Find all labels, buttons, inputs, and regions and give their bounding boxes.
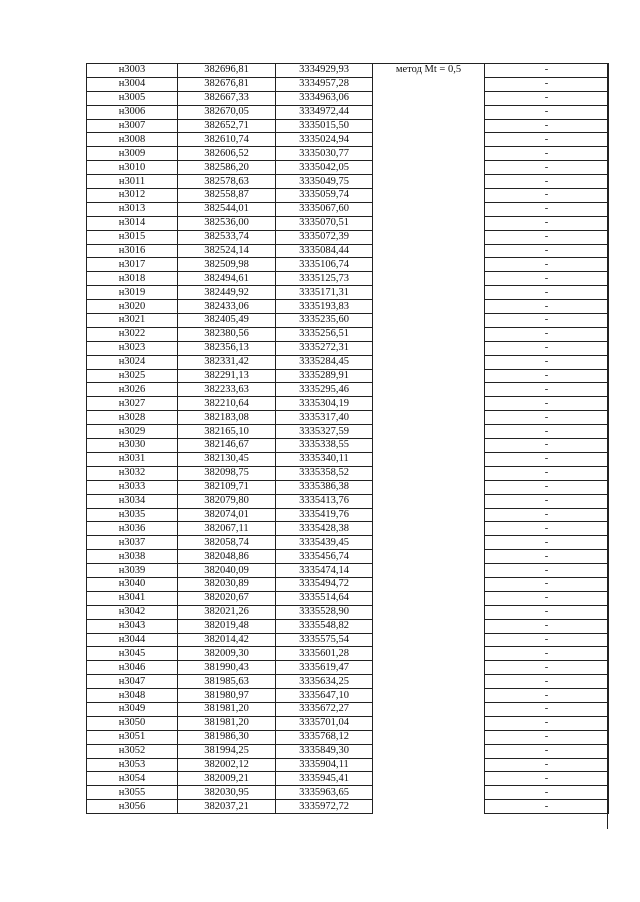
point-name-cell: н3012: [87, 189, 178, 203]
x-coordinate-cell: 382536,00: [178, 216, 276, 230]
point-name-cell: н3005: [87, 91, 178, 105]
y-coordinate-cell: 3335474,14: [276, 564, 373, 578]
x-coordinate-cell: 381980,97: [178, 689, 276, 703]
y-coordinate-cell: 3335284,45: [276, 355, 373, 369]
x-coordinate-cell: 382696,81: [178, 64, 276, 78]
x-coordinate-cell: 382165,10: [178, 425, 276, 439]
point-name-cell: н3011: [87, 175, 178, 189]
point-name-cell: н3015: [87, 230, 178, 244]
description-cell: -: [485, 466, 609, 480]
x-coordinate-cell: 382074,01: [178, 508, 276, 522]
method-cell: метод Mt = 0,5: [373, 64, 485, 814]
description-cell: -: [485, 425, 609, 439]
point-name-cell: н3056: [87, 800, 178, 814]
y-coordinate-cell: 3335289,91: [276, 369, 373, 383]
point-name-cell: н3025: [87, 369, 178, 383]
table-row: [87, 355, 609, 369]
y-coordinate-cell: 3335340,11: [276, 452, 373, 466]
description-cell: -: [485, 702, 609, 716]
x-coordinate-cell: 381981,20: [178, 702, 276, 716]
table-row: [87, 689, 609, 703]
x-coordinate-cell: 381985,63: [178, 675, 276, 689]
point-name-cell: н3038: [87, 550, 178, 564]
point-name-cell: н3040: [87, 577, 178, 591]
description-cell: -: [485, 189, 609, 203]
y-coordinate-cell: 3335256,51: [276, 327, 373, 341]
x-coordinate-cell: 382558,87: [178, 189, 276, 203]
x-coordinate-cell: 382233,63: [178, 383, 276, 397]
x-coordinate-cell: 382183,08: [178, 411, 276, 425]
x-coordinate-cell: 382291,13: [178, 369, 276, 383]
point-name-cell: н3031: [87, 452, 178, 466]
description-cell: -: [485, 605, 609, 619]
description-cell: -: [485, 480, 609, 494]
y-coordinate-cell: 3335619,47: [276, 661, 373, 675]
point-name-cell: н3033: [87, 480, 178, 494]
x-coordinate-cell: 382020,67: [178, 591, 276, 605]
point-name-cell: н3043: [87, 619, 178, 633]
x-coordinate-cell: 382586,20: [178, 161, 276, 175]
y-coordinate-cell: 3335514,64: [276, 591, 373, 605]
point-name-cell: н3054: [87, 772, 178, 786]
x-coordinate-cell: 382067,11: [178, 522, 276, 536]
x-coordinate-cell: 382578,63: [178, 175, 276, 189]
y-coordinate-cell: 3335030,77: [276, 147, 373, 161]
x-coordinate-cell: 381981,20: [178, 716, 276, 730]
point-name-cell: н3003: [87, 64, 178, 78]
table-row: [87, 744, 609, 758]
table-row: [87, 633, 609, 647]
description-cell: -: [485, 77, 609, 91]
point-name-cell: н3024: [87, 355, 178, 369]
description-cell: -: [485, 119, 609, 133]
y-coordinate-cell: 3335072,39: [276, 230, 373, 244]
y-coordinate-cell: 3335849,30: [276, 744, 373, 758]
description-cell: -: [485, 522, 609, 536]
point-name-cell: н3044: [87, 633, 178, 647]
table-row: [87, 175, 609, 189]
point-name-cell: н3007: [87, 119, 178, 133]
x-coordinate-cell: 381990,43: [178, 661, 276, 675]
point-name-cell: н3023: [87, 341, 178, 355]
table-row: [87, 716, 609, 730]
table-row: [87, 522, 609, 536]
description-cell: -: [485, 258, 609, 272]
table-row: [87, 244, 609, 258]
x-coordinate-cell: 382146,67: [178, 439, 276, 453]
description-cell: -: [485, 147, 609, 161]
table-row: [87, 772, 609, 786]
point-name-cell: н3008: [87, 133, 178, 147]
description-cell: -: [485, 286, 609, 300]
point-name-cell: н3026: [87, 383, 178, 397]
x-coordinate-cell: 382667,33: [178, 91, 276, 105]
y-coordinate-cell: 3335419,76: [276, 508, 373, 522]
description-cell: -: [485, 800, 609, 814]
table-row: [87, 675, 609, 689]
x-coordinate-cell: 382524,14: [178, 244, 276, 258]
point-name-cell: н3017: [87, 258, 178, 272]
x-coordinate-cell: 382109,71: [178, 480, 276, 494]
table-row: [87, 272, 609, 286]
y-coordinate-cell: 3335672,27: [276, 702, 373, 716]
table-row: [87, 591, 609, 605]
y-coordinate-cell: 3335070,51: [276, 216, 373, 230]
y-coordinate-cell: 3335327,59: [276, 425, 373, 439]
point-name-cell: н3051: [87, 730, 178, 744]
y-coordinate-cell: 3335295,46: [276, 383, 373, 397]
description-cell: -: [485, 758, 609, 772]
x-coordinate-cell: 382652,71: [178, 119, 276, 133]
y-coordinate-cell: 3335494,72: [276, 577, 373, 591]
x-coordinate-cell: 382676,81: [178, 77, 276, 91]
y-coordinate-cell: 3335439,45: [276, 536, 373, 550]
description-cell: -: [485, 786, 609, 800]
y-coordinate-cell: 3335634,25: [276, 675, 373, 689]
y-coordinate-cell: 3335601,28: [276, 647, 373, 661]
y-coordinate-cell: 3335904,11: [276, 758, 373, 772]
point-name-cell: н3053: [87, 758, 178, 772]
y-coordinate-cell: 3334963,06: [276, 91, 373, 105]
y-coordinate-cell: 3334929,93: [276, 64, 373, 78]
table-row: [87, 383, 609, 397]
table-row: [87, 161, 609, 175]
description-cell: -: [485, 355, 609, 369]
description-cell: -: [485, 161, 609, 175]
description-cell: -: [485, 494, 609, 508]
description-cell: -: [485, 536, 609, 550]
table-row: [87, 800, 609, 814]
description-cell: -: [485, 661, 609, 675]
description-cell: -: [485, 550, 609, 564]
x-coordinate-cell: 382433,06: [178, 300, 276, 314]
point-name-cell: н3032: [87, 466, 178, 480]
description-cell: -: [485, 675, 609, 689]
table-row: [87, 564, 609, 578]
point-name-cell: н3037: [87, 536, 178, 550]
description-cell: -: [485, 633, 609, 647]
y-coordinate-cell: 3335193,83: [276, 300, 373, 314]
point-name-cell: н3030: [87, 439, 178, 453]
table-row: [87, 216, 609, 230]
x-coordinate-cell: 382405,49: [178, 314, 276, 328]
table-row: [87, 300, 609, 314]
description-cell: -: [485, 452, 609, 466]
x-coordinate-cell: 382019,48: [178, 619, 276, 633]
description-cell: -: [485, 564, 609, 578]
table-row: [87, 147, 609, 161]
description-cell: -: [485, 591, 609, 605]
description-cell: -: [485, 383, 609, 397]
point-name-cell: н3047: [87, 675, 178, 689]
x-coordinate-cell: 382356,13: [178, 341, 276, 355]
x-coordinate-cell: 382030,89: [178, 577, 276, 591]
description-cell: -: [485, 411, 609, 425]
point-name-cell: н3046: [87, 661, 178, 675]
point-name-cell: н3029: [87, 425, 178, 439]
description-cell: -: [485, 369, 609, 383]
table-row: [87, 536, 609, 550]
y-coordinate-cell: 3335338,55: [276, 439, 373, 453]
table-row: [87, 341, 609, 355]
table-row: [87, 466, 609, 480]
point-name-cell: н3045: [87, 647, 178, 661]
point-name-cell: н3050: [87, 716, 178, 730]
table-row: [87, 64, 609, 78]
description-cell: -: [485, 730, 609, 744]
y-coordinate-cell: 3334972,44: [276, 105, 373, 119]
point-name-cell: н3022: [87, 327, 178, 341]
x-coordinate-cell: 382509,98: [178, 258, 276, 272]
x-coordinate-cell: 382380,56: [178, 327, 276, 341]
table-row: [87, 730, 609, 744]
description-cell: -: [485, 772, 609, 786]
y-coordinate-cell: 3335235,60: [276, 314, 373, 328]
description-cell: -: [485, 439, 609, 453]
y-coordinate-cell: 3335972,72: [276, 800, 373, 814]
x-coordinate-cell: 382030,95: [178, 786, 276, 800]
y-coordinate-cell: 3335575,54: [276, 633, 373, 647]
point-name-cell: н3041: [87, 591, 178, 605]
point-name-cell: н3049: [87, 702, 178, 716]
description-cell: -: [485, 689, 609, 703]
y-coordinate-cell: 3335963,65: [276, 786, 373, 800]
x-coordinate-cell: 382449,92: [178, 286, 276, 300]
x-coordinate-cell: 382079,80: [178, 494, 276, 508]
table-row: [87, 133, 609, 147]
description-cell: -: [485, 397, 609, 411]
y-coordinate-cell: 3335701,04: [276, 716, 373, 730]
table-row: [87, 286, 609, 300]
table-row: [87, 411, 609, 425]
y-coordinate-cell: 3335456,74: [276, 550, 373, 564]
y-coordinate-cell: 3335945,41: [276, 772, 373, 786]
point-name-cell: н3018: [87, 272, 178, 286]
y-coordinate-cell: 3335171,31: [276, 286, 373, 300]
x-coordinate-cell: 382494,61: [178, 272, 276, 286]
x-coordinate-cell: 382533,74: [178, 230, 276, 244]
y-coordinate-cell: 3335358,52: [276, 466, 373, 480]
table-row: [87, 508, 609, 522]
description-cell: -: [485, 577, 609, 591]
table-row: [87, 77, 609, 91]
coordinates-table-body: [87, 64, 609, 814]
x-coordinate-cell: 382048,86: [178, 550, 276, 564]
y-coordinate-cell: 3335413,76: [276, 494, 373, 508]
x-coordinate-cell: 382009,30: [178, 647, 276, 661]
table-row: [87, 258, 609, 272]
description-cell: -: [485, 216, 609, 230]
table-row: [87, 202, 609, 216]
point-name-cell: н3009: [87, 147, 178, 161]
table-row: [87, 786, 609, 800]
y-coordinate-cell: 3335059,74: [276, 189, 373, 203]
x-coordinate-cell: 382014,42: [178, 633, 276, 647]
description-cell: -: [485, 105, 609, 119]
x-coordinate-cell: 382544,01: [178, 202, 276, 216]
x-coordinate-cell: 382098,75: [178, 466, 276, 480]
y-coordinate-cell: 3335768,12: [276, 730, 373, 744]
x-coordinate-cell: 382009,21: [178, 772, 276, 786]
y-coordinate-cell: 3335125,73: [276, 272, 373, 286]
point-name-cell: н3004: [87, 77, 178, 91]
table-row: [87, 661, 609, 675]
x-coordinate-cell: 382040,09: [178, 564, 276, 578]
table-row: [87, 369, 609, 383]
x-coordinate-cell: 382130,45: [178, 452, 276, 466]
description-cell: -: [485, 716, 609, 730]
point-name-cell: н3055: [87, 786, 178, 800]
table-row: [87, 702, 609, 716]
x-coordinate-cell: 382670,05: [178, 105, 276, 119]
point-name-cell: н3019: [87, 286, 178, 300]
description-cell: -: [485, 619, 609, 633]
x-coordinate-cell: 382021,26: [178, 605, 276, 619]
point-name-cell: н3016: [87, 244, 178, 258]
description-cell: -: [485, 244, 609, 258]
description-cell: -: [485, 341, 609, 355]
point-name-cell: н3048: [87, 689, 178, 703]
y-coordinate-cell: 3335647,10: [276, 689, 373, 703]
table-row: [87, 397, 609, 411]
description-cell: -: [485, 91, 609, 105]
point-name-cell: н3042: [87, 605, 178, 619]
table-right-border: [607, 63, 608, 829]
y-coordinate-cell: 3335548,82: [276, 619, 373, 633]
y-coordinate-cell: 3335106,74: [276, 258, 373, 272]
table-row: [87, 230, 609, 244]
table-row: [87, 327, 609, 341]
point-name-cell: н3052: [87, 744, 178, 758]
y-coordinate-cell: 3335304,19: [276, 397, 373, 411]
description-cell: -: [485, 202, 609, 216]
x-coordinate-cell: 382037,21: [178, 800, 276, 814]
table-row: [87, 550, 609, 564]
point-name-cell: н3027: [87, 397, 178, 411]
table-row: [87, 439, 609, 453]
point-name-cell: н3006: [87, 105, 178, 119]
description-cell: -: [485, 314, 609, 328]
y-coordinate-cell: 3335049,75: [276, 175, 373, 189]
table-row: [87, 189, 609, 203]
y-coordinate-cell: 3335067,60: [276, 202, 373, 216]
point-name-cell: н3035: [87, 508, 178, 522]
description-cell: -: [485, 133, 609, 147]
y-coordinate-cell: 3335272,31: [276, 341, 373, 355]
x-coordinate-cell: 382610,74: [178, 133, 276, 147]
x-coordinate-cell: 381986,30: [178, 730, 276, 744]
x-coordinate-cell: 382210,64: [178, 397, 276, 411]
x-coordinate-cell: 381994,25: [178, 744, 276, 758]
description-cell: -: [485, 175, 609, 189]
point-name-cell: н3036: [87, 522, 178, 536]
y-coordinate-cell: 3335042,05: [276, 161, 373, 175]
y-coordinate-cell: 3335084,44: [276, 244, 373, 258]
description-cell: -: [485, 272, 609, 286]
table-row: [87, 314, 609, 328]
x-coordinate-cell: 382058,74: [178, 536, 276, 550]
point-name-cell: н3028: [87, 411, 178, 425]
table-row: [87, 605, 609, 619]
point-name-cell: н3039: [87, 564, 178, 578]
description-cell: -: [485, 647, 609, 661]
point-name-cell: н3034: [87, 494, 178, 508]
y-coordinate-cell: 3335024,94: [276, 133, 373, 147]
y-coordinate-cell: 3335317,40: [276, 411, 373, 425]
description-cell: -: [485, 64, 609, 78]
description-cell: -: [485, 230, 609, 244]
table-row: [87, 105, 609, 119]
y-coordinate-cell: 3335015,50: [276, 119, 373, 133]
x-coordinate-cell: 382331,42: [178, 355, 276, 369]
table-row: [87, 494, 609, 508]
table-row: [87, 425, 609, 439]
point-name-cell: н3013: [87, 202, 178, 216]
table-row: [87, 577, 609, 591]
description-cell: -: [485, 300, 609, 314]
coordinates-table: [86, 63, 609, 814]
y-coordinate-cell: 3334957,28: [276, 77, 373, 91]
table-row: [87, 619, 609, 633]
table-row: [87, 452, 609, 466]
y-coordinate-cell: 3335428,38: [276, 522, 373, 536]
x-coordinate-cell: 382606,52: [178, 147, 276, 161]
x-coordinate-cell: 382002,12: [178, 758, 276, 772]
y-coordinate-cell: 3335386,38: [276, 480, 373, 494]
table-row: [87, 91, 609, 105]
point-name-cell: н3010: [87, 161, 178, 175]
table-row: [87, 480, 609, 494]
y-coordinate-cell: 3335528,90: [276, 605, 373, 619]
description-cell: -: [485, 508, 609, 522]
point-name-cell: н3020: [87, 300, 178, 314]
description-cell: -: [485, 327, 609, 341]
table-row: [87, 647, 609, 661]
table-row: [87, 119, 609, 133]
point-name-cell: н3021: [87, 314, 178, 328]
table-row: [87, 758, 609, 772]
point-name-cell: н3014: [87, 216, 178, 230]
description-cell: -: [485, 744, 609, 758]
